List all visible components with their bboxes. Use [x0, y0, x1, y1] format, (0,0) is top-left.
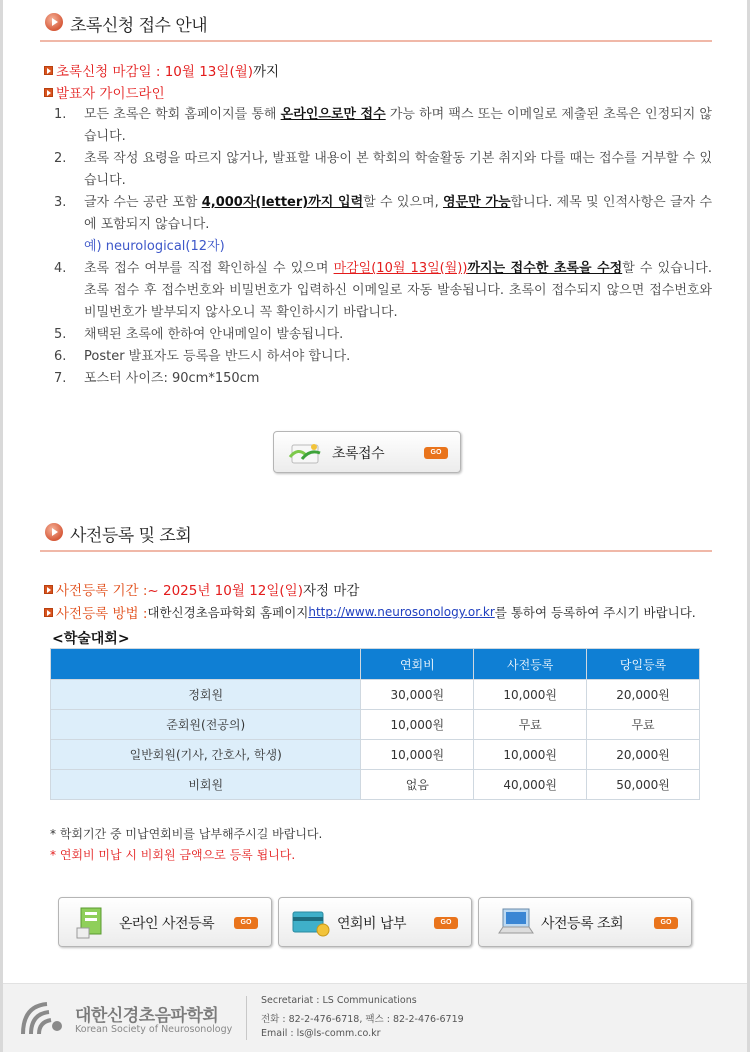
footer	[3, 983, 747, 1052]
table-row	[51, 740, 700, 770]
online-registration-button[interactable]	[58, 897, 272, 947]
table-cell: 30,000원	[361, 680, 474, 710]
table-cell: 20,000원	[587, 740, 700, 770]
table-cell: 20,000원	[587, 680, 700, 710]
table-cell: 없음	[361, 770, 474, 800]
method-text: 대한신경초음파학회 홈페이지	[147, 605, 309, 620]
bullet-arrow-icon	[44, 585, 53, 594]
row-label: 일반회원(기사, 간호사, 학생)	[51, 740, 361, 770]
table-cell: 50,000원	[587, 770, 700, 800]
item-number: 5.	[54, 327, 67, 342]
footer-divider	[246, 996, 247, 1040]
item-text	[84, 258, 712, 324]
item-text: 초록 작성 요령을 따르지 않거나, 발표할 내용이 본 학회의 학술활동 기본 취지와 다를 때는 접수를 거부할 수 있습니다.	[84, 151, 712, 188]
list-item	[54, 104, 712, 148]
emphasis-text: 까지는 접수한 초록을 수정	[467, 261, 623, 276]
emphasis-text: 온라인으로만 접수	[280, 107, 386, 122]
item-text	[84, 192, 712, 258]
header-annual-fee: 연회비	[361, 649, 474, 680]
item-text-part: 할 수 있으며,	[363, 195, 444, 210]
guideline-title: 발표자 가이드라인	[56, 86, 165, 102]
table-row	[51, 710, 700, 740]
method-label: 사전등록 방법 :	[56, 606, 148, 622]
abstract-deadline	[44, 60, 279, 80]
deadline-suffix: 까지	[253, 64, 280, 80]
item-text	[84, 104, 712, 148]
header-onsite: 당일등록	[587, 649, 700, 680]
section-arrow-icon	[45, 523, 63, 541]
credit-card-icon	[291, 908, 331, 938]
table-cell: 10,000원	[474, 680, 587, 710]
button-label: 연회비 납부	[337, 916, 407, 932]
item-number: 1.	[54, 107, 67, 122]
go-badge: GO	[434, 917, 458, 929]
table-cell: 40,000원	[474, 770, 587, 800]
item-text: 채택된 초록에 한하여 안내메일이 발송됩니다.	[84, 327, 344, 342]
section-arrow-icon	[45, 13, 63, 31]
table-cell: 무료	[587, 710, 700, 740]
registration-form-icon	[75, 906, 107, 940]
registration-section-header	[40, 516, 712, 552]
deadline-emphasis: 마감일(10월 13일(월))	[333, 261, 468, 276]
section-title: 초록신청 접수 안내	[70, 16, 208, 36]
item-text: Poster 발표자도 등록을 반드시 하셔야 합니다.	[84, 349, 351, 364]
list-item	[54, 368, 712, 390]
guideline-heading	[44, 82, 165, 102]
registration-lookup-button[interactable]	[478, 897, 692, 947]
abstract-submit-icon	[288, 439, 322, 467]
item-number: 4.	[54, 261, 67, 276]
guideline-list	[54, 104, 712, 390]
emphasis-text: 4,000자(letter)까지 입력	[201, 195, 364, 210]
table-cell: 10,000원	[361, 740, 474, 770]
header-blank	[51, 649, 361, 680]
fee-table	[50, 648, 700, 800]
go-badge: GO	[234, 917, 258, 929]
list-item	[54, 192, 712, 258]
bullet-arrow-icon	[44, 88, 53, 97]
item-text-part: 할 수 있습니다. 초록 접수 후 접수번호와 비밀번호가 입력하신 이메일로 자동 발송됩니다. 초록이 접수되지 않으면 접수번호와 비밀번호가 발부되지 않사오니 꼭 확인하시기 바랍니다.	[84, 261, 713, 320]
bullet-arrow-icon	[44, 66, 53, 75]
table-row	[51, 680, 700, 710]
method-suffix: 를 통하여 등록하여 주시기 바랍니다.	[494, 605, 696, 620]
section-title: 사전등록 및 조회	[70, 526, 192, 546]
society-name: 대한신경초음파학회	[75, 1006, 219, 1026]
row-label: 준회원(전공의)	[51, 710, 361, 740]
society-name-en: Korean Society of Neurosonology	[75, 1024, 233, 1035]
period-label: 사전등록 기간 :	[56, 583, 148, 599]
emphasis-text: 영문만 가능	[443, 195, 511, 210]
abstract-submit-button[interactable]	[273, 431, 461, 473]
deadline-label: 초록신청 마감일 : 10월 13일(월)	[56, 64, 254, 80]
registration-method	[44, 602, 696, 622]
item-number: 3.	[54, 195, 67, 210]
contact-email: Email : ls@ls-comm.co.kr	[261, 1028, 381, 1039]
bullet-arrow-icon	[44, 608, 53, 617]
list-item	[54, 258, 712, 324]
button-label: 초록접수	[332, 446, 385, 462]
item-text-part: 글자 수는 공란 포함	[84, 195, 202, 210]
item-number: 7.	[54, 371, 67, 386]
item-text-part: 모든 초록은 학회 홈페이지를 통해	[84, 107, 281, 122]
row-label: 정회원	[51, 680, 361, 710]
laptop-icon	[497, 907, 537, 939]
homepage-link[interactable]: http://www.neurosonology.or.kr	[308, 605, 495, 619]
example-text: 예) neurological(12자)	[84, 239, 225, 254]
item-text-part: 초록 접수 여부를 직접 확인하실 수 있으며	[84, 261, 334, 276]
table-cell: 10,000원	[361, 710, 474, 740]
fee-warning-note: * 연회비 미납 시 비회원 금액으로 등록 됩니다.	[50, 848, 296, 862]
item-text-part: 가능 하며 팩스 또는 이메일로 제출된 초록은 인정되지 않습니다.	[84, 107, 712, 144]
row-label: 비회원	[51, 770, 361, 800]
registration-period	[44, 579, 359, 599]
list-item	[54, 346, 712, 368]
table-cell: 무료	[474, 710, 587, 740]
item-text: 포스터 사이즈: 90cm*150cm	[84, 371, 260, 386]
header-pre-registration: 사전등록	[474, 649, 587, 680]
button-label: 사전등록 조회	[541, 916, 624, 932]
go-badge: GO	[654, 917, 678, 929]
fee-note: * 학회기간 중 미납연회비를 납부해주시길 바랍니다.	[50, 827, 323, 841]
period-value: ~ 2025년 10월 12일(일)	[147, 583, 303, 599]
item-text-part: 합니다. 제목 및 인적사항은 글자 수에 포함되지 않습니다.	[84, 195, 713, 232]
secretariat-text: Secretariat : LS Communications	[261, 995, 417, 1006]
period-suffix: 자정 마감	[303, 583, 360, 599]
button-label: 온라인 사전등록	[119, 916, 215, 932]
go-badge: GO	[424, 447, 448, 459]
table-title: <학술대회>	[52, 631, 130, 647]
table-cell: 10,000원	[474, 740, 587, 770]
abstract-section-header	[40, 6, 712, 42]
list-item	[54, 148, 712, 192]
annual-fee-payment-button[interactable]	[278, 897, 472, 947]
contact-phone: 전화 : 82-2-476-6718, 팩스 : 82-2-476-6719	[261, 1014, 464, 1025]
list-item	[54, 324, 712, 346]
society-logo-icon	[17, 996, 69, 1040]
table-row	[51, 770, 700, 800]
item-number: 2.	[54, 151, 67, 166]
item-number: 6.	[54, 349, 67, 364]
table-header-row	[51, 649, 700, 680]
